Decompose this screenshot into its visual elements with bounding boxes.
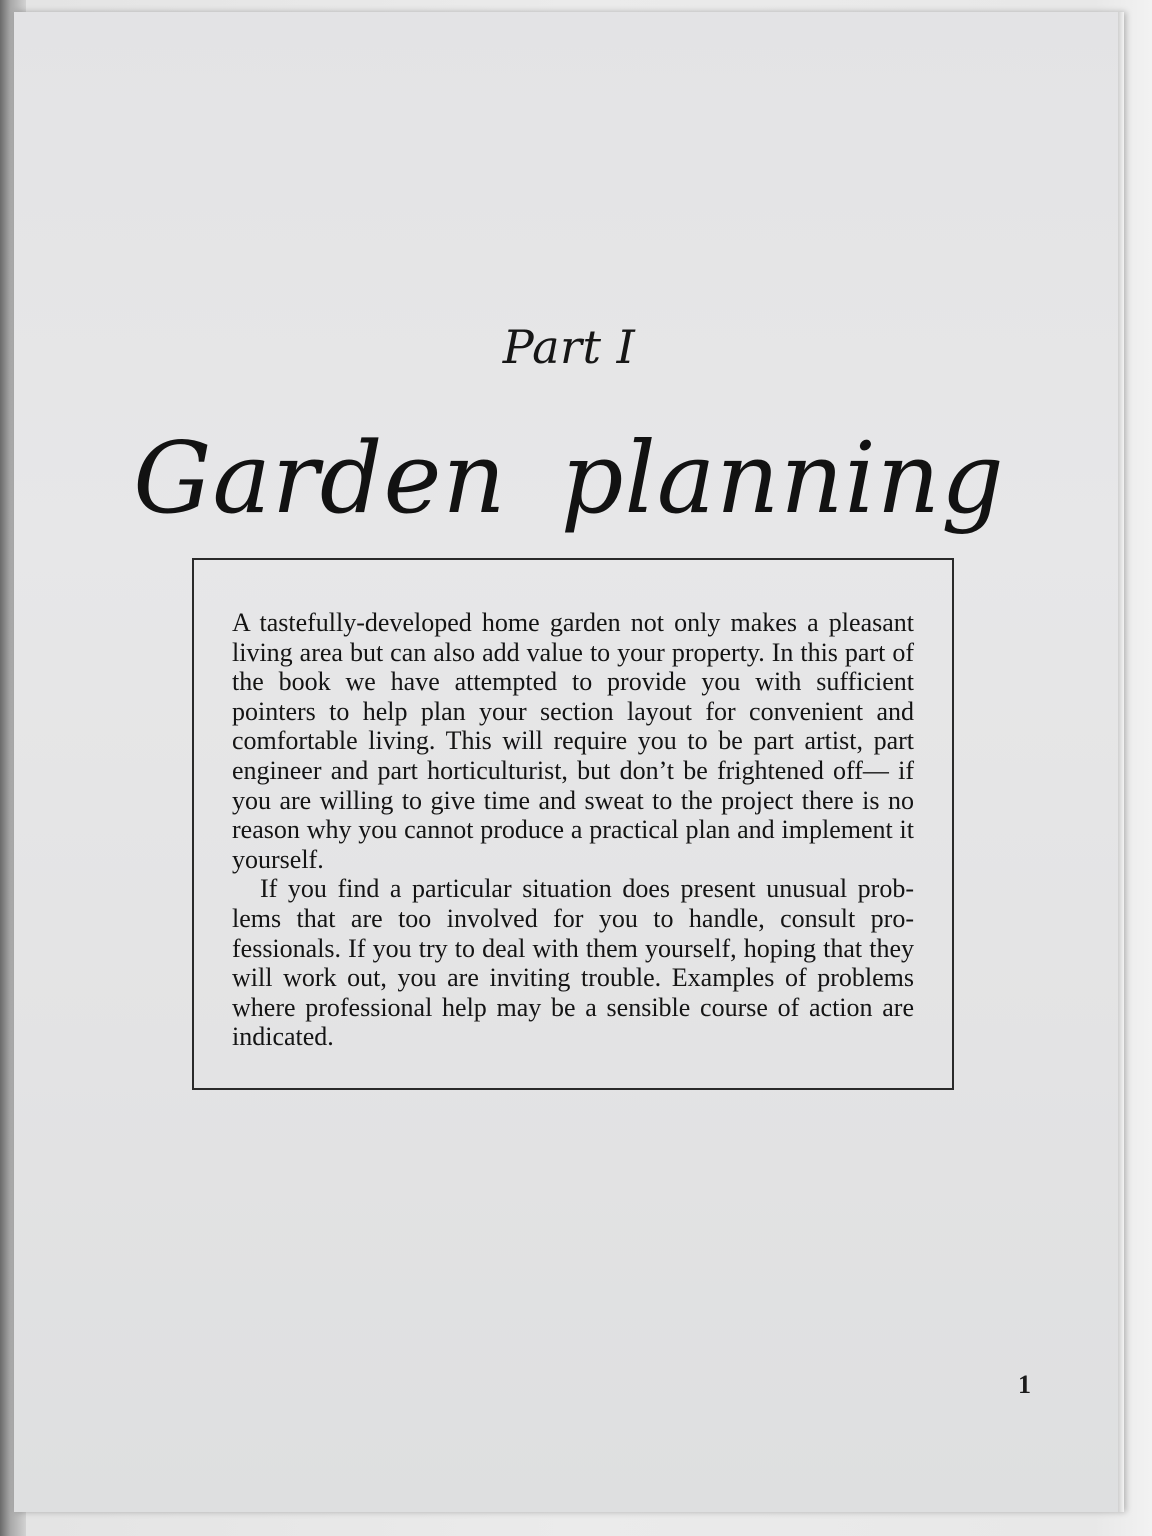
page-edge <box>1118 12 1124 1512</box>
chapter-title: Garden planning <box>133 422 1005 536</box>
book-page <box>14 12 1124 1512</box>
page-number: 1 <box>1018 1370 1031 1399</box>
intro-paragraph-2: If you find a particular situation does present unusual problems that are too involved for you to handle, consult professionals. If you try to deal with them yourself, hoping that they will work out, you are inviting trouble. Examples of problems where professional help may be a sensible course of action are indicated. <box>232 874 914 1052</box>
part-label: Part I <box>502 320 636 374</box>
intro-text-box <box>192 558 954 1090</box>
intro-paragraph-1: A tastefully-developed home garden not only makes a pleasant living area but can also add value to your property. In this part of the book we have attempted to provide you with sufficient pointers to help plan your section layout for convenient and comfortable living. This will require you to be part artist, part engineer and part horticulturist, but don’t be frightened off— if you are willing to give time and sweat to the project there is no reason why you cannot produce a practical plan and implement it yourself. <box>232 608 914 874</box>
